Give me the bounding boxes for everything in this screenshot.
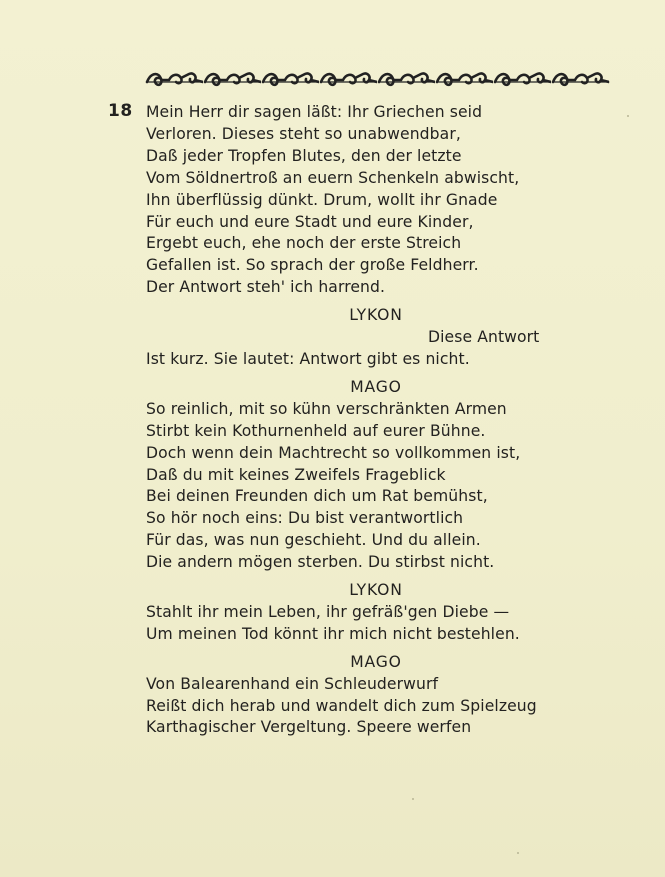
verse-line: Daß jeder Tropfen Blutes, den der letzte bbox=[146, 146, 462, 165]
verse-line: Bei deinen Freunden dich um Rat bemühst, bbox=[146, 487, 488, 506]
paper-speck bbox=[412, 798, 414, 800]
verse-line: Für euch und eure Stadt und eure Kinder, bbox=[146, 212, 474, 231]
verse-line: Für das, was nun geschieht. Und du allein. bbox=[146, 531, 481, 550]
verse-line: Die andern mögen sterben. Du stirbst nicht. bbox=[146, 553, 495, 572]
wave-scroll-ornament-icon bbox=[145, 66, 610, 92]
verse-line: Ergebt euch, ehe noch der erste Streich bbox=[146, 234, 462, 253]
verse-line: Daß du mit keines Zweifels Frageblick bbox=[146, 465, 446, 484]
verse-line: Doch wenn dein Machtrecht so vollkommen ist, bbox=[146, 443, 521, 462]
speaker-name: LYKON bbox=[349, 306, 403, 325]
verse-line: Ihn überflüssig dünkt. Drum, wollt ihr Gnade bbox=[146, 190, 498, 209]
paper-speck bbox=[517, 852, 519, 854]
verse-line: So hör noch eins: Du bist verantwortlich bbox=[146, 509, 464, 528]
verse-line: So reinlich, mit so kühn verschränkten Armen bbox=[146, 399, 507, 418]
verse-line: Verloren. Dieses steht so unabwendbar, bbox=[146, 124, 461, 143]
verse-line: Mein Herr dir sagen läßt: Ihr Griechen seid bbox=[146, 103, 483, 121]
verse-line: Diese Antwort bbox=[428, 328, 540, 347]
speaker-name: MAGO bbox=[350, 652, 402, 671]
line-number: 18 bbox=[108, 101, 133, 121]
verse-line: Der Antwort steh' ich harrend. bbox=[146, 278, 386, 297]
verse-line: Reißt dich herab und wandelt dich zum Spielzeug bbox=[146, 696, 537, 715]
speaker-name: LYKON bbox=[349, 581, 403, 600]
verse-line: Stahlt ihr mein Leben, ihr gefräß'gen Diebe — bbox=[146, 602, 510, 621]
verse-text bbox=[146, 102, 646, 739]
verse-line: Ist kurz. Sie lautet: Antwort gibt es nicht. bbox=[146, 349, 470, 368]
verse-line: Stirbt kein Kothurnenheld auf eurer Bühne. bbox=[146, 421, 486, 440]
verse-line: Um meinen Tod könnt ihr mich nicht bestehlen. bbox=[146, 624, 520, 643]
verse-line: Vom Söldnertroß an euern Schenkeln abwischt, bbox=[146, 168, 520, 187]
verse-line: Gefallen ist. So sprach der große Feldherr. bbox=[146, 256, 479, 275]
verse-line: Von Balearenhand ein Schleuderwurf bbox=[146, 674, 439, 693]
paper-speck bbox=[627, 115, 629, 117]
speaker-name: MAGO bbox=[350, 377, 402, 396]
verse-line: Karthagischer Vergeltung. Speere werfen bbox=[146, 718, 472, 737]
